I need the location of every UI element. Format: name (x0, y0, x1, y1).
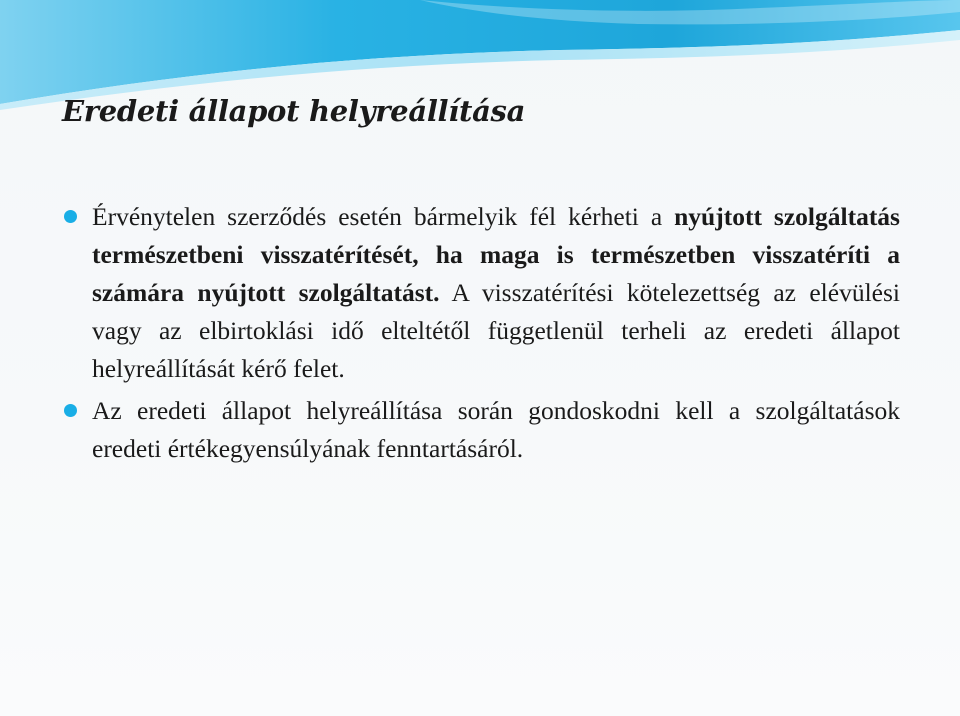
bullet-text-bold: nyújtott szolgáltatás természetbeni visszatérítését, ha maga is természetben visszatéríti a számára nyújtott szolgáltatást. (92, 202, 900, 307)
slide-title: Eredeti állapot helyreállítása (62, 94, 526, 128)
bullet-list (60, 198, 900, 472)
bullet-dot-icon (64, 404, 77, 417)
bullet-text-regular-continuation: A visszatérítési kötelezettség az elévülési vagy az elbirtoklási idő elteltétől függetlenül terheli az eredeti állapot helyreállítását kérő felet. (92, 278, 900, 383)
bullet-dot-icon (64, 210, 77, 223)
bullet-text: Az eredeti állapot helyreállítása során gondoskodni kell a szolgáltatások eredeti értékegyensúlyának fenntartásáról. (92, 396, 900, 463)
bullet-item (60, 198, 900, 388)
bullet-text-regular: Érvénytelen szerződés esetén bármelyik fél kérheti a (92, 202, 675, 231)
bullet-item (60, 392, 900, 468)
